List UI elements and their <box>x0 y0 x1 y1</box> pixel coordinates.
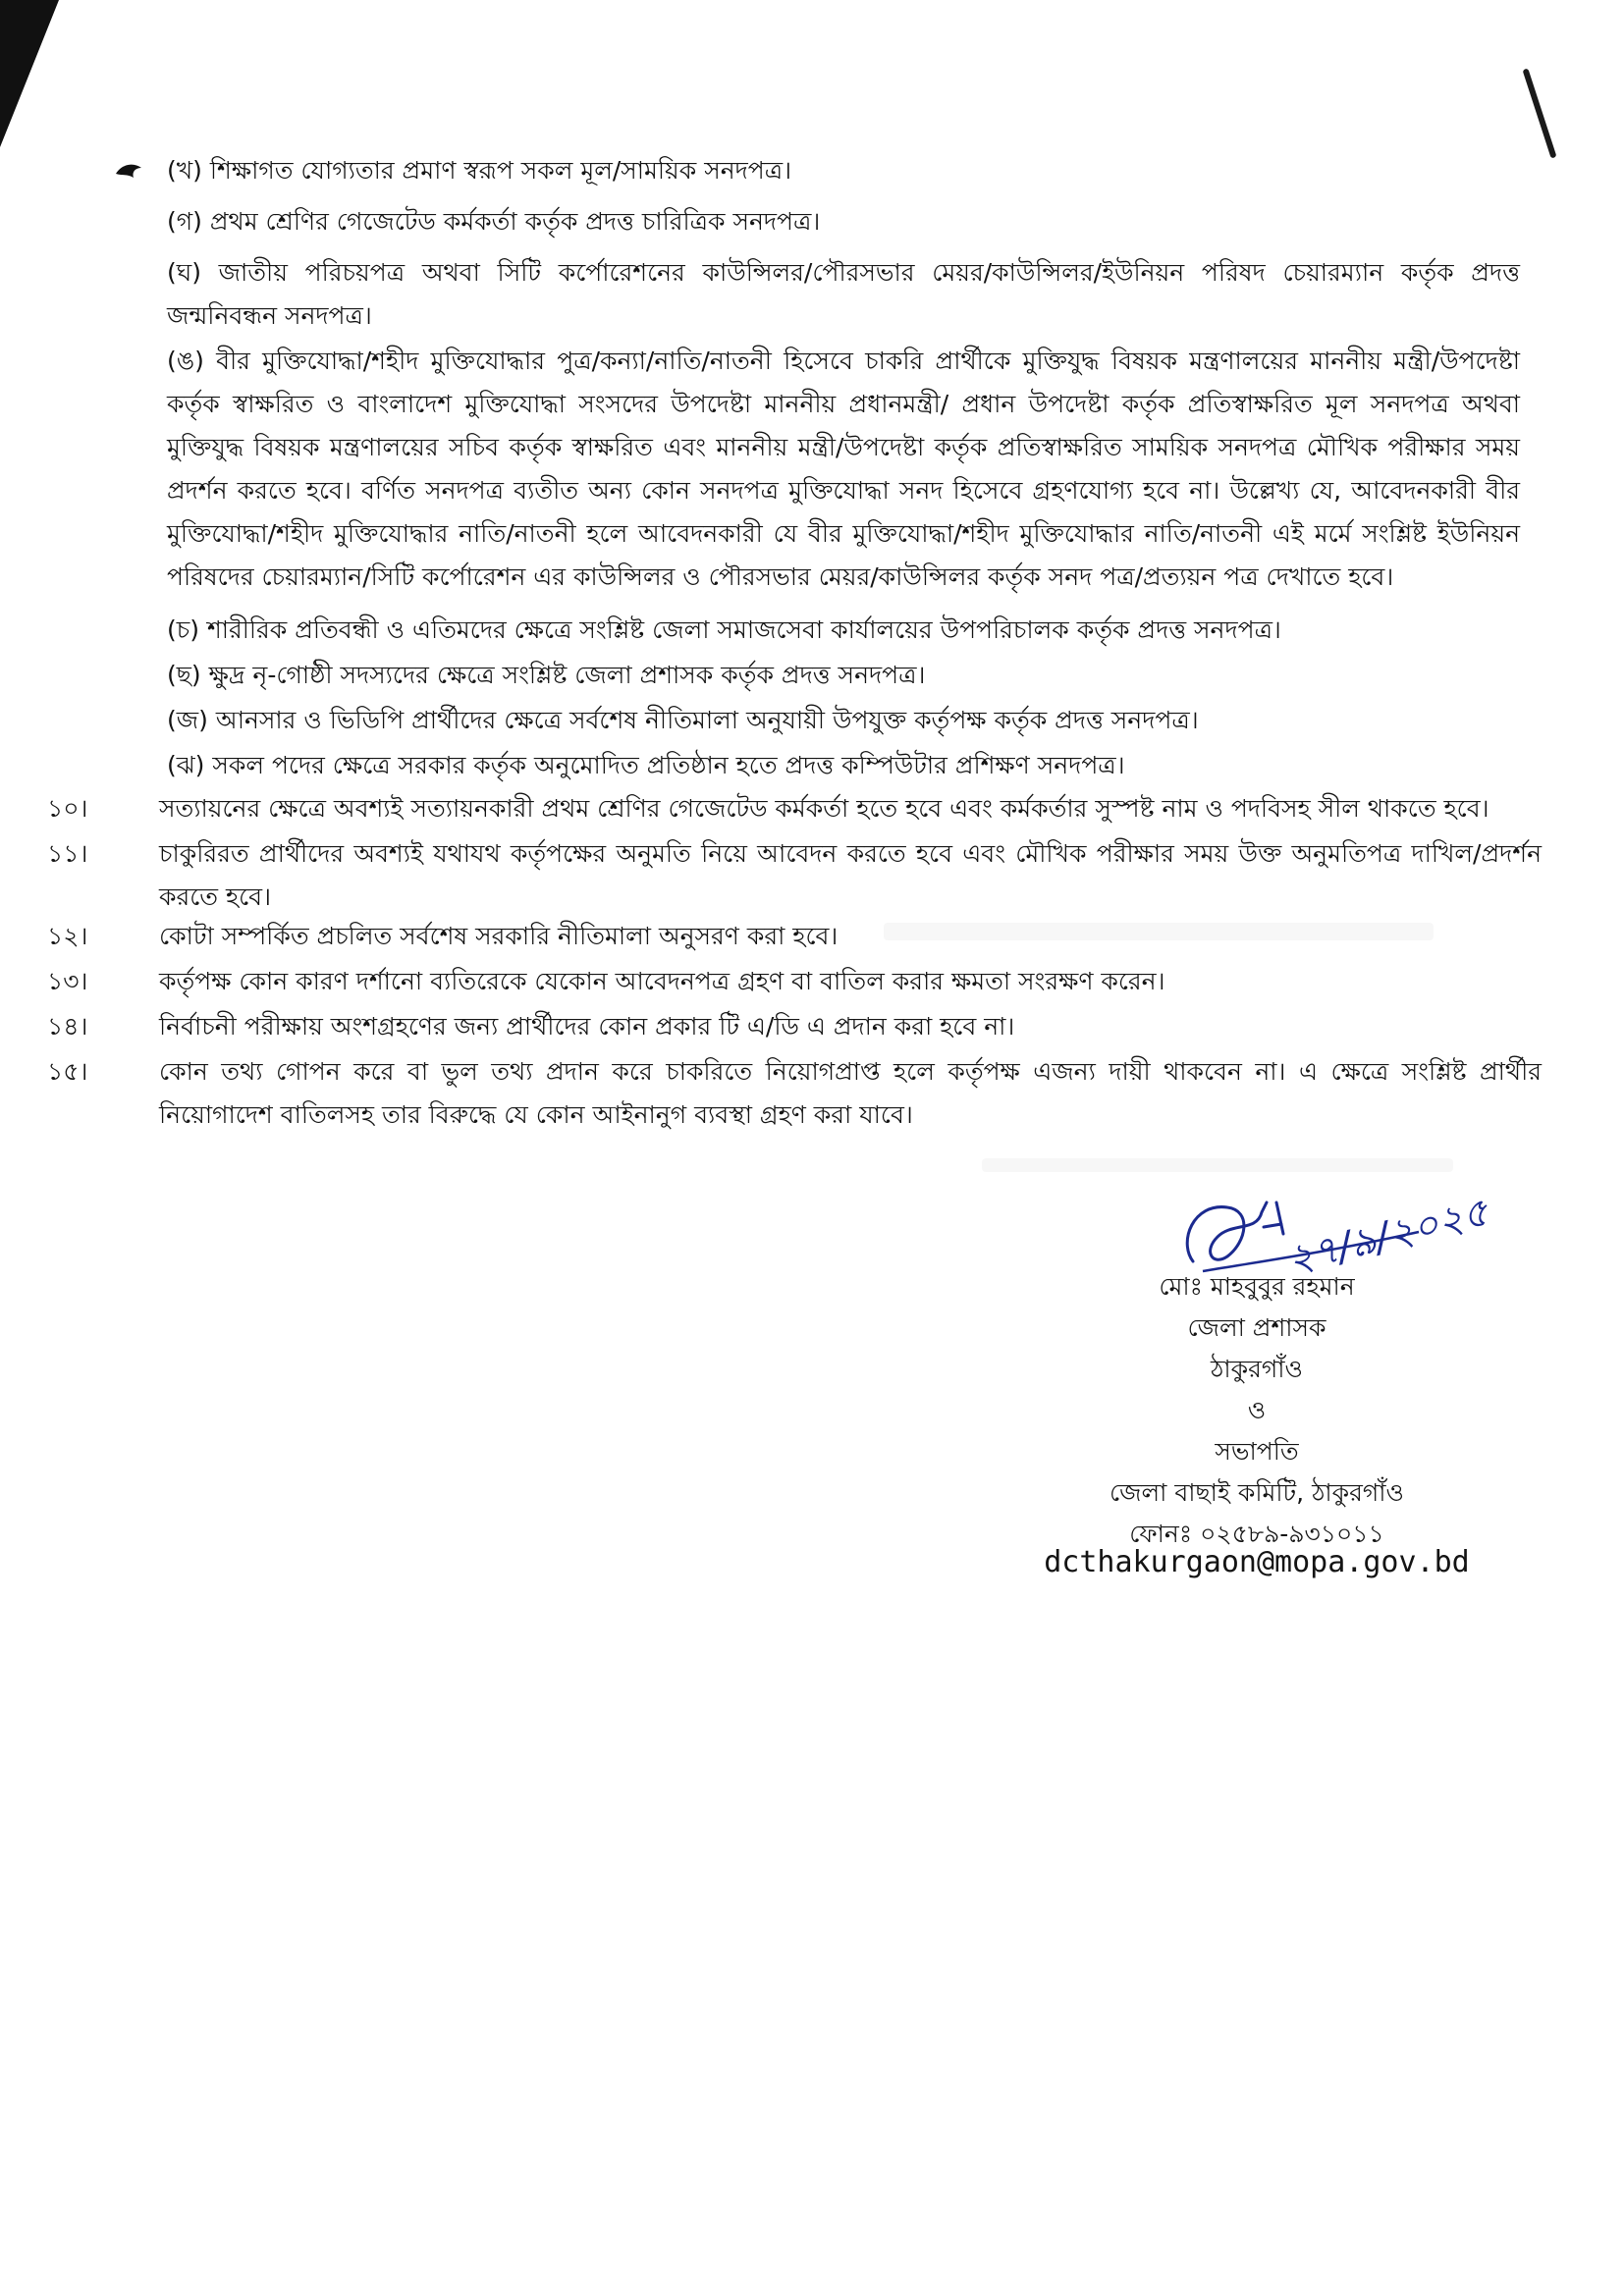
signatory-phone: ফোনঃ ০২৫৮৯-৯৩১০১১ <box>1129 1520 1384 1548</box>
list-item-kha: (খ) শিক্ষাগত যোগ্যতার প্রমাণ স্বরূপ সকল মূল/সাময়িক সনদপত্র। <box>167 156 792 185</box>
list-item-ga: (গ) প্রথম শ্রেণির গেজেটেড কর্মকর্তা কর্তৃক প্রদত্ত চারিত্রিক সনদপত্র। <box>167 207 821 236</box>
item-number: ১২। <box>47 922 88 950</box>
signatory-committee: জেলা বাছাই কমিটি, ঠাকুরগাঁও <box>1110 1478 1404 1507</box>
show-through-mark <box>884 923 1434 940</box>
item-text: কোটা সম্পর্কিত প্রচলিত সর্বশেষ সরকারি নীতিমালা অনুসরণ করা হবে। <box>159 922 839 950</box>
list-item-cha: (চ) শারীরিক প্রতিবন্ধী ও এতিমদের ক্ষেত্রে সংশ্লিষ্ট জেলা সমাজসেবা কার্যালয়ের উপপরিচালক কর্তৃক প্রদত্ত সনদপত্র। <box>167 615 1281 644</box>
signatory-place: ঠাকুরগাঁও <box>1211 1355 1303 1383</box>
item-text: চাকুরিরত প্রার্থীদের অবশ্যই যথাযথ কর্তৃপক্ষের অনুমতি নিয়ে আবেদন করতে হবে এবং মৌখিক পরীক্ষার সময় উক্ত অনুমতিপত্র দাখিল/প্রদর্শন করতে হবে। <box>159 839 1542 911</box>
signature-block <box>1001 1266 1512 1555</box>
item-text: সত্যায়নের ক্ষেত্রে অবশ্যই সত্যায়নকারী প্রথম শ্রেণির গেজেটেড কর্মকর্তা হতে হবে এবং কর্মকর্তার সুস্পষ্ট নাম ও পদবিসহ সীল থাকতে হবে। <box>159 794 1489 823</box>
item-text: কর্তৃপক্ষ কোন কারণ দর্শানো ব্যতিরেকে যেকোন আবেদনপত্র গ্রহণ বা বাতিল করার ক্ষমতা সংরক্ষণ করেন। <box>159 967 1165 995</box>
scan-corner-shadow <box>0 0 59 147</box>
signatory-email: dcthakurgaon@mopa.gov.bd <box>1044 1545 1470 1579</box>
signatory-name: মোঃ মাহবুবুর রহমান <box>1159 1272 1355 1301</box>
signatory-role: সভাপতি <box>1215 1437 1299 1466</box>
item-number: ১১। <box>47 839 88 868</box>
signatory-and: ও <box>1247 1396 1267 1424</box>
list-item-ja: (জ) আনসার ও ভিডিপি প্রার্থীদের ক্ষেত্রে সর্বশেষ নীতিমালা অনুযায়ী উপযুক্ত কর্তৃপক্ষ কর্তৃক প্রদত্ত সনদপত্র। <box>167 706 1199 734</box>
list-item-jha: (ঝ) সকল পদের ক্ষেত্রে সরকার কর্তৃক অনুমোদিত প্রতিষ্ঠান হতে প্রদত্ত কম্পিউটার প্রশিক্ষণ সনদপত্র। <box>167 751 1125 779</box>
list-item-gha: (ঘ) জাতীয় পরিচয়পত্র অথবা সিটি কর্পোরেশনের কাউন্সিলর/পৌরসভার মেয়র/কাউন্সিলর/ইউনিয়ন পরিষদ চেয়ারম্যান কর্তৃক প্রদত্ত জন্মনিবন্ধন সনদপত্র। <box>167 258 1520 330</box>
list-item-chha: (ছ) ক্ষুদ্র নৃ-গোষ্ঠী সদস্যদের ক্ষেত্রে সংশ্লিষ্ট জেলা প্রশাসক কর্তৃক প্রদত্ত সনদপত্র। <box>167 661 926 689</box>
item-number: ১০। <box>47 794 88 823</box>
handwritten-date: ২৭/৯/২০২৫ <box>1282 1189 1493 1283</box>
item-text: নির্বাচনী পরীক্ষায় অংশগ্রহণের জন্য প্রার্থীদের কোন প্রকার টি এ/ডি এ প্রদান করা হবে না। <box>159 1012 1015 1041</box>
item-text: কোন তথ্য গোপন করে বা ভুল তথ্য প্রদান করে চাকরিতে নিয়োগপ্রাপ্ত হলে কর্তৃপক্ষ এজন্য দায়ী থাকবেন না। এ ক্ষেত্রে সংশ্লিষ্ট প্রার্থীর নিয়োগাদেশ বাতিলসহ তার বিরুদ্ধে যে কোন আইনানুগ ব্যবস্থা গ্রহণ করা যাবে। <box>159 1057 1542 1129</box>
hand-bullet-icon <box>114 160 145 182</box>
item-number: ১৪। <box>47 1012 88 1041</box>
pen-mark <box>1522 68 1556 158</box>
item-number: ১৩। <box>47 967 88 995</box>
item-number: ১৫। <box>47 1057 88 1086</box>
list-item-umo: (ঙ) বীর মুক্তিযোদ্ধা/শহীদ মুক্তিযোদ্ধার পুত্র/কন্যা/নাতি/নাতনী হিসেবে চাকরি প্রার্থীকে মুক্তিযুদ্ধ বিষয়ক মন্ত্রণালয়ের মাননীয় মন্ত্রী/উপদেষ্টা কর্তৃক স্বাক্ষরিত ও বাংলাদেশ মুক্তিযোদ্ধা সংসদের উপদেষ্টা মাননীয় প্রধানমন্ত্রী/ প্রধান উপদেষ্টা কর্তৃক প্রতিস্বাক্ষরিত মূল সনদপত্র অথবা মুক্তিযুদ্ধ বিষয়ক মন্ত্রণালয়ের সচিব কর্তৃক স্বাক্ষরিত এবং মাননীয় মন্ত্রী/উপদেষ্টা কর্তৃক প্রতিস্বাক্ষরিত সাময়িক সনদপত্র মৌখিক পরীক্ষার সময় প্রদর্শন করতে হবে। বর্ণিত সনদপত্র ব্যতীত অন্য কোন সনদপত্র মুক্তিযোদ্ধা সনদ হিসেবে গ্রহণযোগ্য হবে না। উল্লেখ্য যে, আবেদনকারী বীর মুক্তিযোদ্ধা/শহীদ মুক্তিযোদ্ধার নাতি/নাতনী হলে আবেদনকারী যে বীর মুক্তিযোদ্ধা/শহীদ মুক্তিযোদ্ধার নাতি/নাতনী এই মর্মে সংশ্লিষ্ট ইউনিয়ন পরিষদের চেয়ারম্যান/সিটি কর্পোরেশন এর কাউন্সিলর ও পৌরসভার মেয়র/কাউন্সিলর কর্তৃক সনদ পত্র/প্রত্যয়ন পত্র দেখাতে হবে। <box>167 347 1520 591</box>
signatory-title: জেলা প্রশাসক <box>1187 1313 1326 1342</box>
